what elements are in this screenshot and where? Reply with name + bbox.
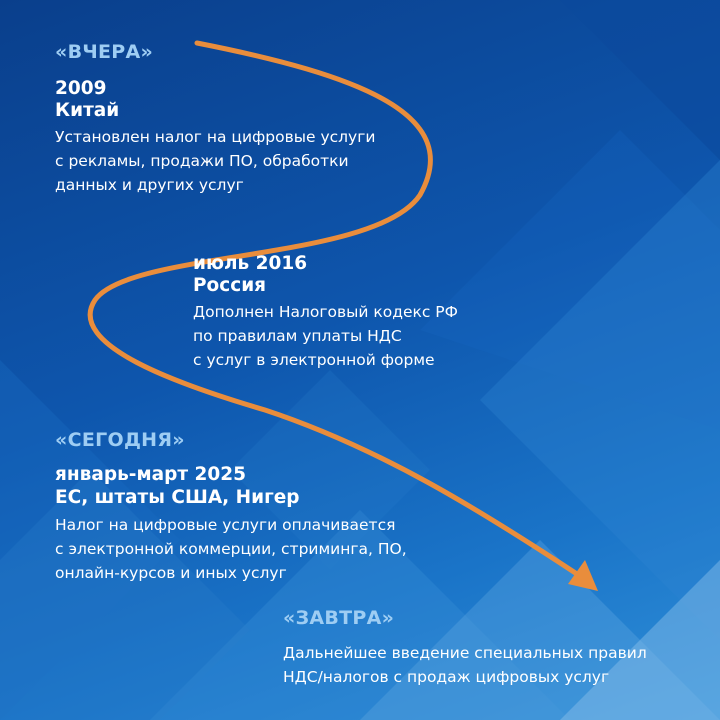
today-desc-line-1: Налог на цифровые услуги оплачивается xyxy=(55,516,396,534)
era-label-today: «СЕГОДНЯ» xyxy=(55,429,185,451)
yesterday-desc-line-1: Установлен налог на цифровые услуги xyxy=(55,128,376,146)
year-2009: 2009 xyxy=(55,78,107,99)
today-desc-line-3: онлайн-курсов и иных услуг xyxy=(55,564,287,582)
russia-desc-line-1: Дополнен Налоговый кодекс РФ xyxy=(193,303,458,321)
tomorrow-desc-line-2: НДС/налогов с продаж цифровых услуг xyxy=(283,668,610,686)
arrow-head xyxy=(568,560,598,591)
today-desc-line-2: с электронной коммерции, стриминга, ПО, xyxy=(55,540,407,558)
russia-desc-line-3: с услуг в электронной форме xyxy=(193,351,435,369)
yesterday-desc-line-2: с рекламы, продажи ПО, обработки xyxy=(55,152,349,170)
country-russia: Россия xyxy=(193,275,267,296)
era-label-tomorrow: «ЗАВТРА» xyxy=(283,607,395,629)
date-jan-mar-2025: январь-март 2025 xyxy=(55,464,246,485)
era-label-yesterday: «ВЧЕРА» xyxy=(55,41,154,63)
russia-desc-line-2: по правилам уплаты НДС xyxy=(193,327,402,345)
countries-eu-us-niger: ЕС, штаты США, Нигер xyxy=(55,487,300,508)
date-july-2016: июль 2016 xyxy=(193,253,308,274)
yesterday-desc-line-3: данных и других услуг xyxy=(55,176,244,194)
tomorrow-desc-line-1: Дальнейшее введение специальных правил xyxy=(283,644,647,662)
country-china: Китай xyxy=(55,100,120,121)
